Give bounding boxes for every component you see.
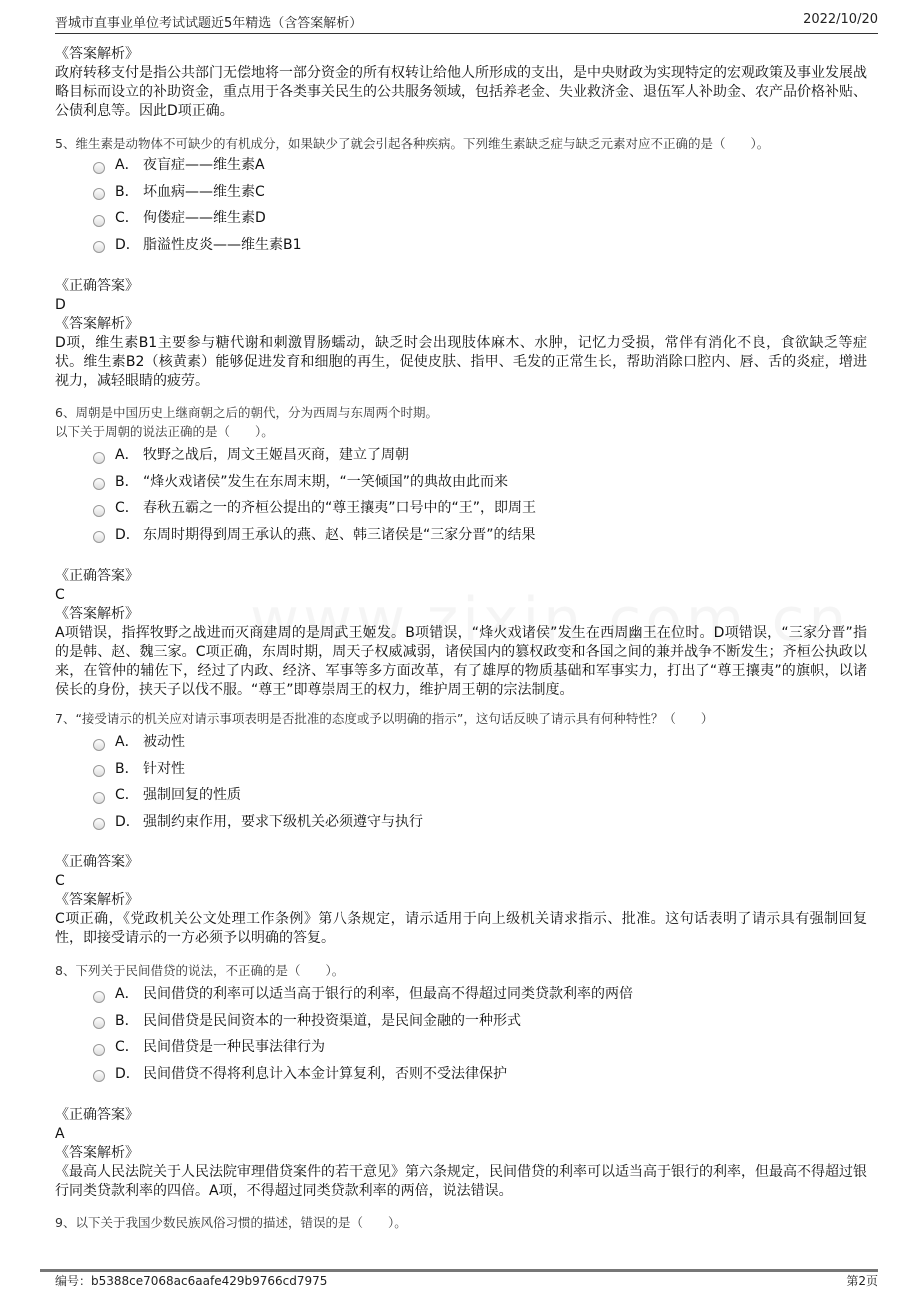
answer-block	[55, 277, 867, 391]
radio-button-icon[interactable]	[93, 739, 105, 751]
option-text: 民间借贷是民间资本的一种投资渠道，是民间金融的一种形式	[143, 1012, 521, 1029]
paragraph: C	[55, 873, 65, 889]
section-label: 《答案解析》	[55, 46, 139, 62]
section-label: 《最高人民法院关于人民法院审理借贷案件的若干意见》第六条规定，民间借贷的利率可以适当高于银行的利率，但最高不得超过银行同类贷款利率的四倍。A项，不得超过同类贷款利率的两倍，说法错误。	[55, 1164, 867, 1199]
option-a[interactable]	[93, 155, 265, 175]
option-label: A．	[115, 447, 139, 463]
radio-button-icon[interactable]	[93, 188, 105, 200]
section-label: 《答案解析》	[55, 1145, 139, 1161]
option-d[interactable]	[93, 235, 302, 255]
option-d[interactable]	[93, 525, 536, 545]
option-label: A．	[115, 734, 139, 750]
option-text: 牧野之战后，周文王姬昌灭商，建立了周朝	[143, 447, 409, 463]
paragraph: D项，维生素B1主要参与糖代谢和刺激胃肠蠕动，缺乏时会出现肢体麻木、水肿，记忆力受损，常伴有消化不良，食欲缺乏等症状。维生素B2（核黄素）能够促进发育和细胞的再生，促使皮肤、指甲、毛发的正常生长，帮助消除口腔内、唇、舌的炎症，增进视力，减轻眼睛的疲劳。	[55, 335, 867, 389]
radio-button-icon[interactable]	[93, 991, 105, 1003]
option-c[interactable]	[93, 208, 266, 228]
option-label: C．	[115, 210, 139, 226]
option-b[interactable]	[93, 472, 508, 492]
radio-button-icon[interactable]	[93, 1044, 105, 1056]
radio-button-icon[interactable]	[93, 1017, 105, 1029]
paragraph: A	[55, 1126, 65, 1142]
option-text: 强制回复的性质	[143, 787, 241, 803]
paragraph: C	[55, 587, 65, 603]
radio-button-icon[interactable]	[93, 505, 105, 517]
option-b[interactable]	[93, 1011, 521, 1031]
header-date: 2022/10/20	[803, 12, 878, 27]
option-a[interactable]	[93, 732, 185, 752]
radio-button-icon[interactable]	[93, 452, 105, 464]
footer-page-number: 第2页	[846, 1274, 878, 1288]
radio-button-icon[interactable]	[93, 241, 105, 253]
option-text: 民间借贷的利率可以适当高于银行的利率，但最高不得超过同类贷款利率的两倍	[143, 986, 633, 1002]
section-label: 《答案解析》	[55, 316, 139, 332]
option-label: A．	[115, 986, 139, 1002]
option-a[interactable]	[93, 445, 409, 465]
option-text: 夜盲症——维生素A	[143, 157, 265, 173]
option-label: D．	[115, 526, 140, 543]
header-divider	[55, 33, 878, 34]
option-label: B．	[115, 183, 139, 200]
option-label: A．	[115, 157, 139, 173]
option-text: 强制约束作用，要求下级机关必须遵守与执行	[143, 813, 423, 830]
question-text: 5、维生素是动物体不可缺少的有机成分，如果缺少了就会引起各种疾病。下列维生素缺乏症与缺乏元素对应不正确的是（ ）。	[55, 136, 770, 151]
option-text: 针对性	[143, 760, 185, 777]
section-label: 《答案解析》	[55, 892, 139, 908]
radio-button-icon[interactable]	[93, 1070, 105, 1082]
question-text: 8、下列关于民间借贷的说法，不正确的是（ ）。	[55, 963, 345, 978]
option-text: 脂溢性皮炎——维生素B1	[143, 236, 302, 253]
section-label: 《正确答案》	[55, 1107, 139, 1123]
option-text: 东周时期得到周王承认的燕、赵、韩三诸侯是“三家分晋”的结果	[143, 526, 536, 543]
paragraph: 政府转移支付是指公共部门无偿地将一部分资金的所有权转让给他人所形成的支出，是中央财政为实现特定的宏观政策及事业发展战略目标而设立的补助资金，重点用于各类事关民生的公共服务领域，包括养老金、失业救济金、退伍军人补助金、农产品价格补贴、公债利息等。因此D项正确。	[55, 65, 867, 119]
option-label: D．	[115, 1065, 140, 1082]
paragraph: A项错误，指挥牧野之战进而灭商建周的是周武王姬发。B项错误，“烽火戏诸侯”发生在西周幽王在位时。D项错误，“三家分晋”指的是韩、赵、魏三家。C项正确，东周时期，周天子权威减弱，诸侯国内的篡权政变和各国之间的兼并战争不断发生；齐桓公执政以来，在管仲的辅佐下，经过了内政、经济、军事等多方面改革，有了雄厚的物质基础和军事实力，打出了“尊王攘夷”的旗帜，以诸侯长的身份，挟天子以伐不服。“尊王”即尊崇周王的权力，维护周王朝的宗法制度。	[55, 625, 867, 698]
option-b[interactable]	[93, 182, 265, 202]
option-text: 坏血病——维生素C	[143, 183, 265, 200]
option-text: 春秋五霸之一的齐桓公提出的“尊王攘夷”口号中的“王”，即周王	[143, 500, 537, 516]
header-title: 晋城市直事业单位考试试题近5年精选（含答案解析）	[55, 16, 363, 31]
answer-block	[55, 853, 867, 948]
option-d[interactable]	[93, 1064, 507, 1084]
option-c[interactable]	[93, 1037, 325, 1057]
option-text: 佝偻症——维生素D	[143, 210, 266, 226]
answer-block	[55, 45, 867, 121]
option-label: B．	[115, 473, 139, 490]
radio-button-icon[interactable]	[93, 792, 105, 804]
option-d[interactable]	[93, 812, 423, 832]
question-text: 7、“接受请示的机关应对请示事项表明是否批准的态度或予以明确的指示”，这句话反映了请示具有何种特性？（ ）	[55, 711, 714, 726]
answer-block	[55, 567, 867, 700]
option-label: B．	[115, 760, 139, 777]
option-text: 民间借贷不得将利息计入本金计算复利，否则不受法律保护	[143, 1065, 507, 1082]
paragraph: C项正确，《党政机关公文处理工作条例》第八条规定，请示适用于向上级机关请求指示、批准。这句话表明了请示具有强制回复性，即接受请示的一方必须予以明确的答复。	[55, 911, 867, 946]
section-label: 《答案解析》	[55, 606, 139, 622]
question-text: 9、以下关于我国少数民族风俗习惯的描述，错误的是（ ）。	[55, 1215, 407, 1230]
option-c[interactable]	[93, 498, 536, 518]
option-label: C．	[115, 500, 139, 516]
radio-button-icon[interactable]	[93, 531, 105, 543]
option-b[interactable]	[93, 759, 185, 779]
radio-button-icon[interactable]	[93, 818, 105, 830]
section-label: 《正确答案》	[55, 854, 139, 870]
option-a[interactable]	[93, 984, 633, 1004]
option-label: D．	[115, 813, 140, 830]
section-label: 《正确答案》	[55, 568, 139, 584]
option-text: “烽火戏诸侯”发生在东周末期，“一笑倾国”的典故由此而来	[143, 473, 509, 490]
option-label: C．	[115, 787, 139, 803]
radio-button-icon[interactable]	[93, 478, 105, 490]
footer-serial: 编号：b5388ce7068ac6aafe429b9766cd7975	[55, 1274, 328, 1288]
option-text: 民间借贷是一种民事法律行为	[143, 1039, 325, 1055]
option-text: 被动性	[143, 734, 185, 750]
answer-block	[55, 1106, 867, 1201]
section-label: 《正确答案》	[55, 278, 139, 294]
radio-button-icon[interactable]	[93, 162, 105, 174]
option-c[interactable]	[93, 785, 241, 805]
question-text: 6、周朝是中国历史上继商朝之后的朝代，分为西周与东周两个时期。 以下关于周朝的说法正确的是（ ）。	[55, 405, 438, 439]
radio-button-icon[interactable]	[93, 215, 105, 227]
option-label: D．	[115, 236, 140, 253]
option-label: C．	[115, 1039, 139, 1055]
option-label: B．	[115, 1012, 139, 1029]
paragraph: D	[55, 297, 66, 313]
radio-button-icon[interactable]	[93, 765, 105, 777]
